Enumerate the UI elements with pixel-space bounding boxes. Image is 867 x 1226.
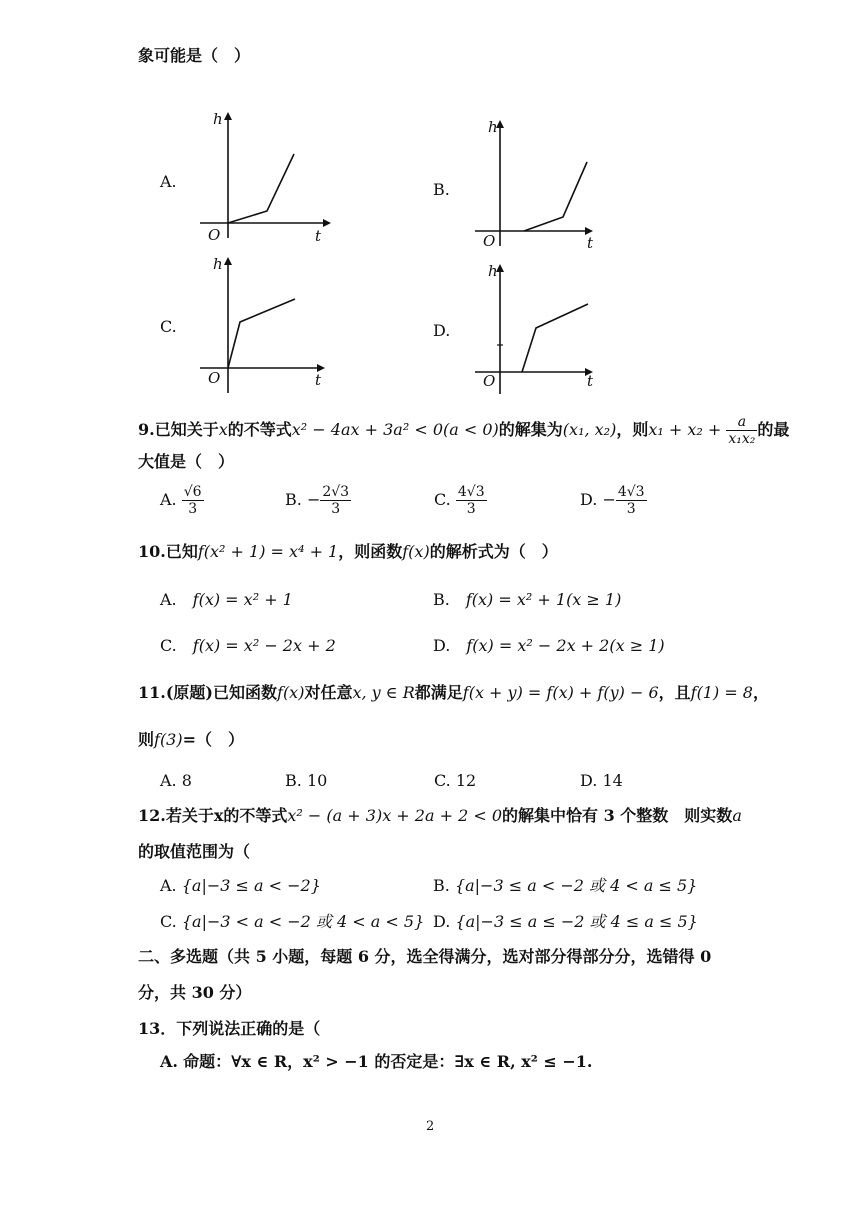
q9-option-a[interactable]: A. $\frac{√6}{3}$ <box>160 484 202 517</box>
graph-a-h-label: h <box>213 110 223 128</box>
q12-stem: 12.若关于x的不等式x² − (a + 3)x + 2a + 2 < 0的解集中恰有 3 个整数 则实数a <box>138 806 742 825</box>
q10-option-b[interactable]: B. f(x) = x² + 1(x ≥ 1) <box>433 590 622 609</box>
q10-condition: f(x² + 1) = x⁴ + 1 <box>197 542 339 561</box>
section2-heading: 二、多选题（共 5 小题，每题 6 分，选全得满分，选对部分得部分分，选错得 0 <box>138 947 712 966</box>
graph-b-h-label: h <box>488 118 498 136</box>
q11-condition: f(1) = 8 <box>690 683 753 702</box>
q10-option-c[interactable]: C. f(x) = x² − 2x + 2 <box>160 636 336 655</box>
q11-option-b[interactable]: B. 10 <box>285 771 328 790</box>
q11-stem: 11.(原题)已知函数f(x)对任意x, y ∈ R都满足f(x + y) = f(x) + f(y) − 6，且f(1) = 8， <box>138 683 769 702</box>
q8-option-d-label[interactable]: D. <box>433 321 451 340</box>
q10-stem: 10.已知f(x² + 1) = x⁴ + 1，则函数f(x)的解析式为（ ） <box>138 542 558 561</box>
q12-option-a[interactable]: A. {a|−3 ≤ a < −2} <box>160 876 321 895</box>
graph-d-t-label: t <box>587 372 594 390</box>
q12-option-d[interactable]: D. {a|−3 ≤ a ≤ −2 或 4 ≤ a ≤ 5} <box>433 912 698 931</box>
q9-stem-line2: 大值是（ ） <box>138 452 235 471</box>
q8-graph-b <box>470 118 620 258</box>
q10-option-a[interactable]: A. f(x) = x² + 1 <box>160 590 293 609</box>
q8-option-a-label[interactable]: A. <box>160 172 177 191</box>
q13-stem: 13．下列说法正确的是（ <box>138 1019 321 1038</box>
q11-option-a[interactable]: A. 8 <box>160 771 192 790</box>
q9-option-b[interactable]: B. − $\frac{2√3}{3}$ <box>285 484 350 517</box>
q9-inequality: x² − 4ax + 3a² < 0(a < 0) <box>291 420 499 439</box>
graph-c-origin: O <box>208 369 221 387</box>
q9-option-d[interactable]: D. − $\frac{4√3}{3}$ <box>580 484 645 517</box>
q9-stem: 9.已知关于x的不等式x² − 4ax + 3a² < 0(a < 0)的解集为(x₁, x₂)，则x₁ + x₂ + $\frac{a}{\text{x₁x₂}}$ 的最 <box>138 414 790 447</box>
q9-option-c[interactable]: C. $\frac{4√3}{3}$ <box>434 484 485 517</box>
q8-option-b-label[interactable]: B. <box>433 180 450 199</box>
q8-graph-a <box>195 110 345 250</box>
q11-option-c[interactable]: C. 12 <box>434 771 477 790</box>
q8-option-c-label[interactable]: C. <box>160 317 177 336</box>
q9-expression: x₁ + x₂ + <box>648 420 722 439</box>
q12-stem-line2: 的取值范围为（ <box>138 842 251 861</box>
q9-solution-set: (x₁, x₂) <box>562 420 617 439</box>
graph-a-origin: O <box>208 226 221 244</box>
q12-option-b[interactable]: B. {a|−3 ≤ a < −2 或 4 < a ≤ 5} <box>433 876 698 895</box>
graph-b-origin: O <box>483 232 496 250</box>
q12-option-c[interactable]: C. {a|−3 < a < −2 或 4 < a < 5} <box>160 912 425 931</box>
q9-number: 9. <box>138 420 155 439</box>
graph-a-t-label: t <box>315 227 322 245</box>
q11-option-d[interactable]: D. 14 <box>580 771 623 790</box>
section2-heading-line2: 分，共 30 分） <box>138 983 252 1002</box>
graph-c-t-label: t <box>315 371 322 389</box>
q11-stem-line2: 则f(3)=（ ） <box>138 730 245 749</box>
page-number: 2 <box>426 1119 435 1134</box>
q8-graph-c <box>195 255 345 395</box>
graph-b-t-label: t <box>587 234 594 252</box>
q9-fraction: $\frac{a}{\text{x₁x₂}}$ <box>728 414 756 447</box>
q10-number: 10. <box>138 542 166 561</box>
graph-c-h-label: h <box>213 255 223 273</box>
q10-option-d[interactable]: D. f(x) = x² − 2x + 2(x ≥ 1) <box>433 636 665 655</box>
q8-graph-d <box>470 262 620 402</box>
q11-equation: f(x + y) = f(x) + f(y) − 6 <box>462 683 659 702</box>
graph-d-h-label: h <box>488 262 498 280</box>
graph-d-origin: O <box>483 372 496 390</box>
q12-number: 12. <box>138 806 166 825</box>
q13-option-a[interactable]: A. 命题：∀x ∈ R，x² > −1 的否定是：∃x ∈ R, x² ≤ −1. <box>160 1052 593 1071</box>
q8-tail: 象可能是（ ） <box>138 46 251 65</box>
q11-number: 11. <box>138 683 166 702</box>
q12-inequality: x² − (a + 3)x + 2a + 2 < 0 <box>287 806 503 825</box>
